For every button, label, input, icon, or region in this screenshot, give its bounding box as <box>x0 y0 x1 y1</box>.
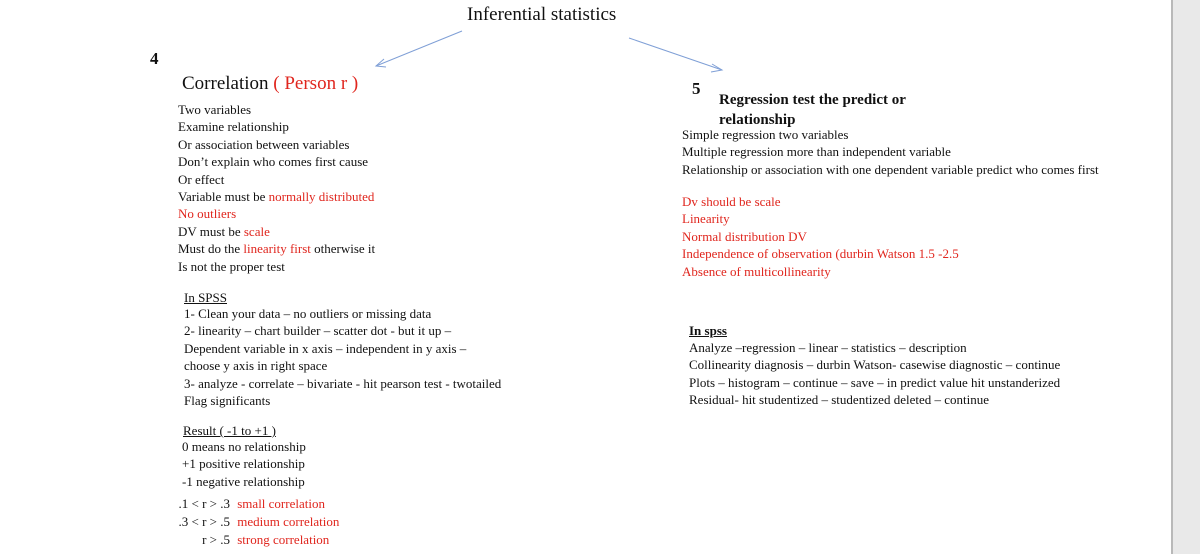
list-item: Analyze –regression – linear – statistics – description <box>689 340 967 355</box>
regression-heading-line1: Regression test the predict or <box>719 92 906 108</box>
section-number-4: 4 <box>150 49 159 68</box>
list-item: 0 means no relationship <box>182 439 306 454</box>
line: Must do the linearity first otherwise it <box>178 241 376 257</box>
section-number-5: 5 <box>692 79 701 98</box>
list-item: Flag significants <box>184 392 271 408</box>
list-item: Normal distribution DV <box>682 228 807 244</box>
list-item: Dependent variable in x axis – independent in y axis – <box>184 340 467 356</box>
arrow-right <box>629 38 722 72</box>
line: Or association between variables <box>178 136 350 152</box>
list-item: Dv should be scale <box>682 194 781 209</box>
result-heading: Result ( -1 to +1 ) <box>183 423 276 438</box>
list-item: Collinearity diagnosis – durbin Watson- casewise diagnostic – continue <box>689 357 1061 373</box>
list-item: 2- linearity – chart builder – scatter dot - but it up – <box>184 323 452 339</box>
regression-heading-line2: relationship <box>719 112 796 128</box>
line: Is not the proper test <box>178 258 285 274</box>
in-spss-heading-right: In spss <box>689 323 727 338</box>
correlation-heading-red: ( Person r ) <box>273 73 359 94</box>
correlation-lines <box>178 101 375 275</box>
list-item: Plots – histogram – continue – save – in predict value hit unstanderized <box>689 374 1061 390</box>
arrow-left <box>376 31 462 67</box>
list-item: Residual- hit studentized – studentized deleted – continue <box>689 392 990 408</box>
line: Variable must be normally distributed <box>178 188 375 204</box>
result-lines <box>182 438 306 490</box>
strength-row: .1 < r > .3 small correlation <box>178 496 325 511</box>
list-item: +1 positive relationship <box>182 456 305 472</box>
regression-assumptions <box>682 193 959 280</box>
list-item: Absence of multicollinearity <box>682 263 831 279</box>
list-item: 3- analyze - correlate – bivariate - hit pearson test - twotailed <box>184 375 502 391</box>
line: No outliers <box>178 206 237 222</box>
list-item: Independence of observation (durbin Watson 1.5 -2.5 <box>682 246 959 262</box>
list-item: Simple regression two variables <box>682 127 849 142</box>
list-item: Multiple regression more than independent variable <box>682 144 951 160</box>
spss-steps-right <box>689 339 1060 409</box>
in-spss-heading-left: In SPSS <box>184 290 227 305</box>
page-title: Inferential statistics <box>467 4 617 25</box>
strength-row: r > .5 strong correlation <box>202 532 330 547</box>
strength-row: .3 < r > .5 medium correlation <box>178 514 340 529</box>
regression-lines <box>682 126 1099 178</box>
list-item: Relationship or association with one dependent variable predict who comes first <box>682 161 1099 177</box>
line: Don’t explain who comes first cause <box>178 154 369 170</box>
list-item: choose y axis in right space <box>184 358 328 374</box>
line: Two variables <box>178 102 252 117</box>
correlation-heading <box>182 72 358 96</box>
list-item: Linearity <box>682 211 730 227</box>
list-item: -1 negative relationship <box>182 473 305 489</box>
correlation-heading-text: Correlation <box>182 73 269 94</box>
spss-steps-left <box>184 305 501 409</box>
list-item: 1- Clean your data – no outliers or missing data <box>184 306 432 321</box>
page-edge <box>1171 0 1173 554</box>
line: Examine relationship <box>178 119 289 135</box>
line: DV must be scale <box>178 223 270 239</box>
line: Or effect <box>178 171 225 187</box>
